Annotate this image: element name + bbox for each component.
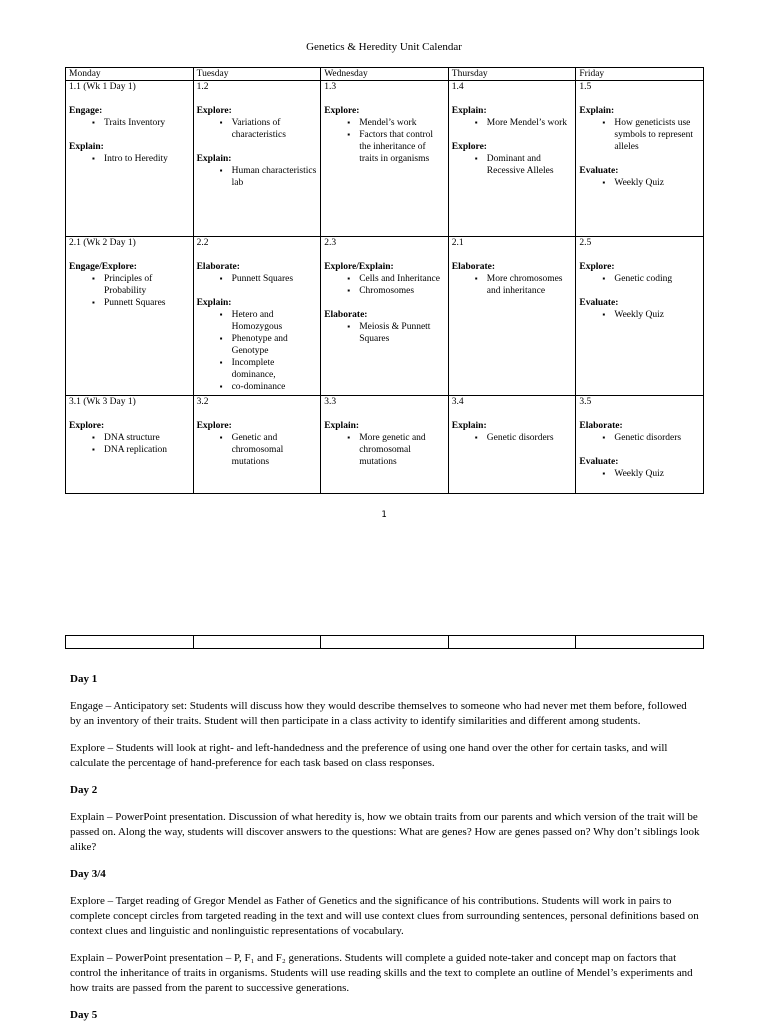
document-title: Genetics & Heredity Unit Calendar (306, 41, 462, 53)
activity-item: ▪ Intro to Heredity (104, 153, 190, 165)
activity-list (452, 117, 573, 129)
lesson-paragraph: Explore – Students will look at right- and left-handedness and the preference of using one hand over the other for certain tasks, and will calculate the percentage of hand-preference for each task based on class responses. (70, 742, 668, 769)
activity-section (69, 261, 190, 309)
day-heading: Day 1 (70, 673, 98, 685)
lesson-number: 2.2 (196, 238, 209, 248)
activity-list (452, 153, 573, 177)
activity-list (324, 273, 445, 297)
activity-item: ▪ Incomplete dominance, (232, 357, 318, 381)
activity-section (324, 261, 445, 297)
activity-label: Explain: (324, 421, 360, 431)
activity-section (197, 297, 318, 393)
activity-label: Explore/Explain: (324, 262, 394, 272)
empty-cell (193, 636, 321, 649)
activity-list (579, 177, 700, 189)
activity-section (579, 165, 700, 189)
lesson-number: 1.3 (324, 82, 337, 92)
activity-item: ▪ Weekly Quiz (614, 468, 700, 480)
lesson-paragraph: Explain – PowerPoint presentation. Discussion of what heredity is, how we obtain traits from our parents and which version of the trait will be passed on. Along the way, students will discover answers to the questions: What are genes? How are genes passed on? Why don’t siblings look alike? (70, 811, 700, 853)
day-header: Tuesday (193, 68, 321, 81)
activity-list (197, 165, 318, 189)
day-heading: Day 3/4 (70, 868, 106, 880)
activity-label: Elaborate: (579, 421, 623, 431)
activity-label: Explore: (324, 106, 360, 116)
lesson-number: 2.1 (451, 238, 464, 248)
week-row (66, 81, 704, 237)
lesson-descriptions (70, 672, 700, 1035)
activity-section (579, 297, 700, 321)
activity-list (69, 117, 190, 129)
activity-item: ▪ Meiosis & Punnett Squares (359, 321, 445, 345)
activity-item: ▪ Variations of characteristics (232, 117, 318, 141)
activity-list (324, 117, 445, 165)
lesson-number: 2.3 (324, 238, 337, 248)
activity-list (452, 432, 573, 444)
activity-item: ▪ Genetic disorders (487, 432, 573, 444)
activity-section (579, 456, 700, 480)
activity-list (69, 273, 190, 309)
activity-list (579, 309, 700, 321)
day-cell (66, 81, 194, 237)
activity-item: ▪ DNA structure (104, 432, 190, 444)
activity-item: ▪ Cells and Inheritance (359, 273, 445, 285)
lesson-number: 2.5 (579, 238, 592, 248)
activity-label: Elaborate: (324, 310, 368, 320)
activity-label: Evaluate: (579, 166, 619, 176)
day-header: Thursday (448, 68, 576, 81)
activity-label: Engage/Explore: (69, 262, 137, 272)
activity-item: ▪ Hetero and Homozygous (232, 309, 318, 333)
activity-section (579, 420, 700, 444)
week-row (66, 396, 704, 494)
page-number: 1 (381, 510, 387, 520)
activity-item: ▪ DNA replication (104, 444, 190, 456)
activity-item: ▪ More chromosomes and inheritance (487, 273, 573, 297)
activity-label: Elaborate: (196, 262, 240, 272)
activity-label: Explain: (69, 142, 104, 152)
activity-section (579, 261, 700, 285)
activity-label: Explore: (196, 106, 232, 116)
day-cell (193, 81, 321, 237)
activity-section (324, 309, 445, 345)
activity-section (197, 420, 318, 468)
lesson-number: 1.2 (196, 82, 209, 92)
activity-label: Explore: (69, 421, 105, 431)
activity-list (579, 117, 700, 153)
activity-list (579, 273, 700, 285)
activity-label: Explain: (196, 154, 232, 164)
activity-label: Explain: (451, 421, 487, 431)
activity-item: ▪ Factors that control the inheritance of traits in organisms (359, 129, 445, 165)
activity-section (69, 105, 190, 129)
lesson-paragraph: Explain – PowerPoint presentation – P, F₁ and F₂ generations. Students will complete a guided note-taker and concept map on factors that control the inheritance of traits in organisms. Students will use reading skills and the text to complete an outline of Mendel’s experiments and how traits are passed from the parent to successive generations. (70, 952, 693, 994)
day-heading: Day 5 (70, 1009, 98, 1021)
weekday-header-row (66, 68, 704, 81)
activity-section (452, 261, 573, 297)
activity-item: ▪ Punnett Squares (104, 297, 190, 309)
activity-item: ▪ Dominant and Recessive Alleles (487, 153, 573, 177)
lesson-number: 2.1 (Wk 2 Day 1) (69, 238, 136, 248)
lesson-paragraph: Explore – Target reading of Gregor Mendel as Father of Genetics and the significance of his contributions. Students will work in pairs to complete concept circles from targeted reading in the text and will use context clues from surrounding sentences, personal definitions based on context clues and linguistic and nonlinguistic representations of vocabulary. (70, 895, 699, 937)
activity-item: ▪ Weekly Quiz (614, 309, 700, 321)
day-header: Wednesday (321, 68, 449, 81)
activity-section (452, 105, 573, 129)
activity-section (324, 420, 445, 468)
activity-label: Evaluate: (579, 298, 619, 308)
activity-item: ▪ Genetic disorders (614, 432, 700, 444)
activity-label: Explain: (196, 298, 232, 308)
activity-section (197, 261, 318, 285)
lesson-number: 3.3 (324, 397, 337, 407)
day-header: Friday (576, 68, 704, 81)
activity-item: ▪ Traits Inventory (104, 117, 190, 129)
activity-item: ▪ Genetic and chromosomal mutations (232, 432, 318, 468)
activity-section (452, 420, 573, 444)
activity-label: Explain: (579, 106, 615, 116)
day-cell (321, 237, 449, 396)
activity-item: ▪ Phenotype and Genotype (232, 333, 318, 357)
activity-item: ▪ Principles of Probability (104, 273, 190, 297)
day-cell (193, 237, 321, 396)
lesson-paragraph: Engage – Anticipatory set: Students will discuss how they would describe themselves to someone who had never met them before, followed by an inventory of their traits. Student will then participate in a class activity to identify similarities and different among students. (70, 700, 687, 727)
day-cell (576, 396, 704, 494)
activity-label: Explore: (196, 421, 232, 431)
activity-label: Elaborate: (451, 262, 496, 272)
day-cell (66, 237, 194, 396)
activity-list (197, 309, 318, 393)
activity-list (69, 153, 190, 165)
activity-item: ▪ co-dominance (232, 381, 318, 393)
activity-item: ▪ Mendel’s work (359, 117, 445, 129)
lesson-number: 3.2 (196, 397, 209, 407)
day-header: Monday (66, 68, 194, 81)
day-cell (448, 237, 576, 396)
lesson-number: 1.1 (Wk 1 Day 1) (69, 82, 136, 92)
activity-item: ▪ Punnett Squares (232, 273, 318, 285)
activity-label: Engage: (69, 106, 103, 116)
empty-cell (448, 636, 576, 649)
empty-cell (576, 636, 704, 649)
empty-cell (321, 636, 449, 649)
lesson-number: 1.4 (451, 82, 464, 92)
day-cell (576, 81, 704, 237)
activity-item: ▪ Weekly Quiz (614, 177, 700, 189)
activity-item: ▪ Chromosomes (359, 285, 445, 297)
lesson-number: 3.4 (451, 397, 464, 407)
day-cell (321, 81, 449, 237)
empty-cell (66, 636, 194, 649)
activity-section (452, 141, 573, 177)
empty-table-row (65, 635, 704, 649)
activity-label: Explore: (579, 262, 615, 272)
day-cell (448, 396, 576, 494)
activity-label: Explore: (451, 142, 487, 152)
unit-calendar-table (65, 67, 704, 494)
activity-section (579, 105, 700, 153)
activity-list (197, 273, 318, 285)
week-row (66, 237, 704, 396)
activity-list (579, 432, 700, 444)
lesson-number: 3.1 (Wk 3 Day 1) (69, 397, 136, 407)
day-heading: Day 2 (70, 784, 98, 796)
activity-section (69, 141, 190, 165)
activity-list (324, 432, 445, 468)
activity-item: ▪ Human characteristics lab (232, 165, 318, 189)
activity-list (197, 117, 318, 141)
day-cell (448, 81, 576, 237)
day-cell (576, 237, 704, 396)
activity-list (324, 321, 445, 345)
activity-item: ▪ Genetic coding (614, 273, 700, 285)
day-cell (321, 396, 449, 494)
activity-list (197, 432, 318, 468)
day-cell (193, 396, 321, 494)
activity-section (197, 153, 318, 189)
activity-section (69, 420, 190, 456)
day-cell (66, 396, 194, 494)
activity-section (197, 105, 318, 141)
activity-item: ▪ More Mendel’s work (487, 117, 573, 129)
activity-item: ▪ More genetic and chromosomal mutations (359, 432, 445, 468)
activity-list (69, 432, 190, 456)
lesson-number: 1.5 (579, 82, 592, 92)
activity-section (324, 105, 445, 165)
activity-label: Explain: (451, 106, 487, 116)
activity-list (452, 273, 573, 297)
activity-label: Evaluate: (579, 457, 619, 467)
activity-item: ▪ How geneticists use symbols to represent alleles (614, 117, 700, 153)
lesson-number: 3.5 (579, 397, 592, 407)
activity-list (579, 468, 700, 480)
